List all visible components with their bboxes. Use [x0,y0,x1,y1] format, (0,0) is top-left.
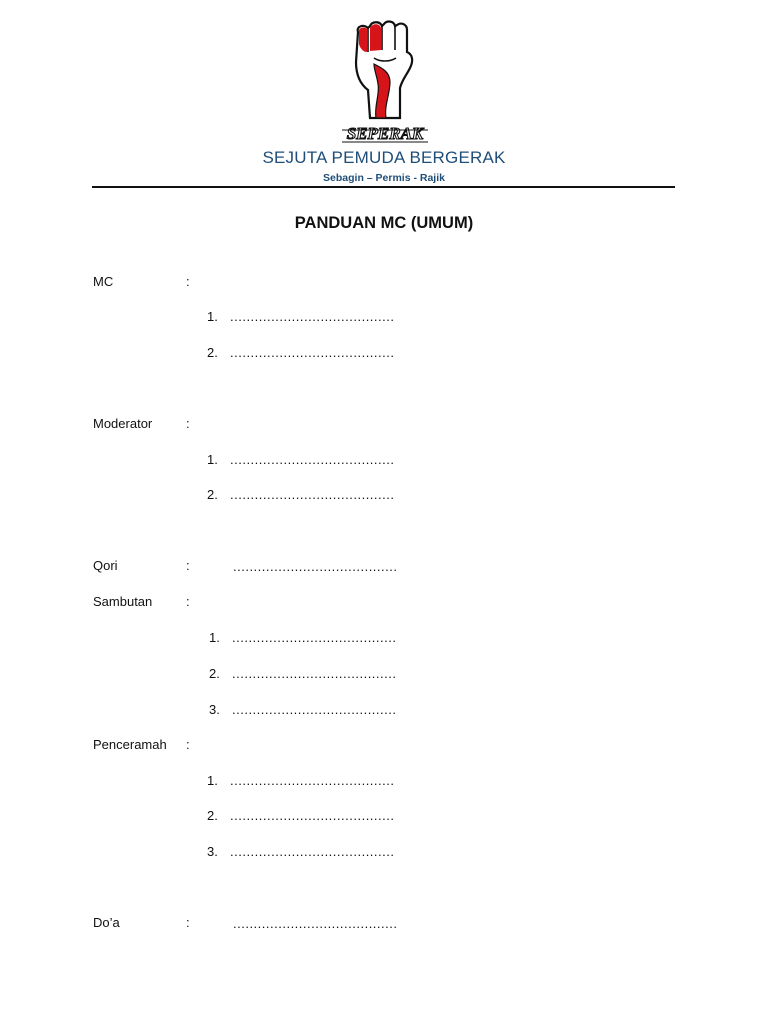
moderator-colon: : [186,416,190,431]
organization-subtitle: Sebagin – Permis - Rajik [323,172,445,184]
logo-lettering: SEPERAK [346,124,424,143]
qori-colon: : [186,558,190,573]
fist-logo [334,18,436,148]
qori-label: Qori [93,558,118,573]
doa-blank: ........................................ [233,916,398,931]
mc-item: 1. ........................................ [207,309,395,324]
sambutan-label: Sambutan [93,594,153,609]
doa-colon: : [186,915,190,930]
header-divider [92,186,675,188]
moderator-label: Moderator [93,416,153,431]
moderator-item: 1. ........................................ [207,452,395,467]
sambutan-item: 1. ........................................ [209,630,397,645]
mc-item: 2. ........................................ [207,345,395,360]
organization-name: SEJUTA PEMUDA BERGERAK [262,148,506,167]
penceramah-item: 2. ........................................ [207,808,395,823]
sambutan-colon: : [186,594,190,609]
mc-colon: : [186,274,190,289]
penceramah-item: 3. ........................................ [207,844,395,859]
penceramah-colon: : [186,737,190,752]
sambutan-item: 2. ........................................ [209,666,397,681]
doa-label: Do’a [93,915,120,930]
sambutan-item: 3. ........................................ [209,702,397,717]
penceramah-item: 1. ........................................ [207,773,395,788]
document-title: PANDUAN MC (UMUM) [294,214,474,232]
qori-blank: ........................................ [233,559,398,574]
moderator-item: 2. ........................................ [207,487,395,502]
mc-label: MC [93,274,114,289]
penceramah-label: Penceramah [93,737,167,752]
